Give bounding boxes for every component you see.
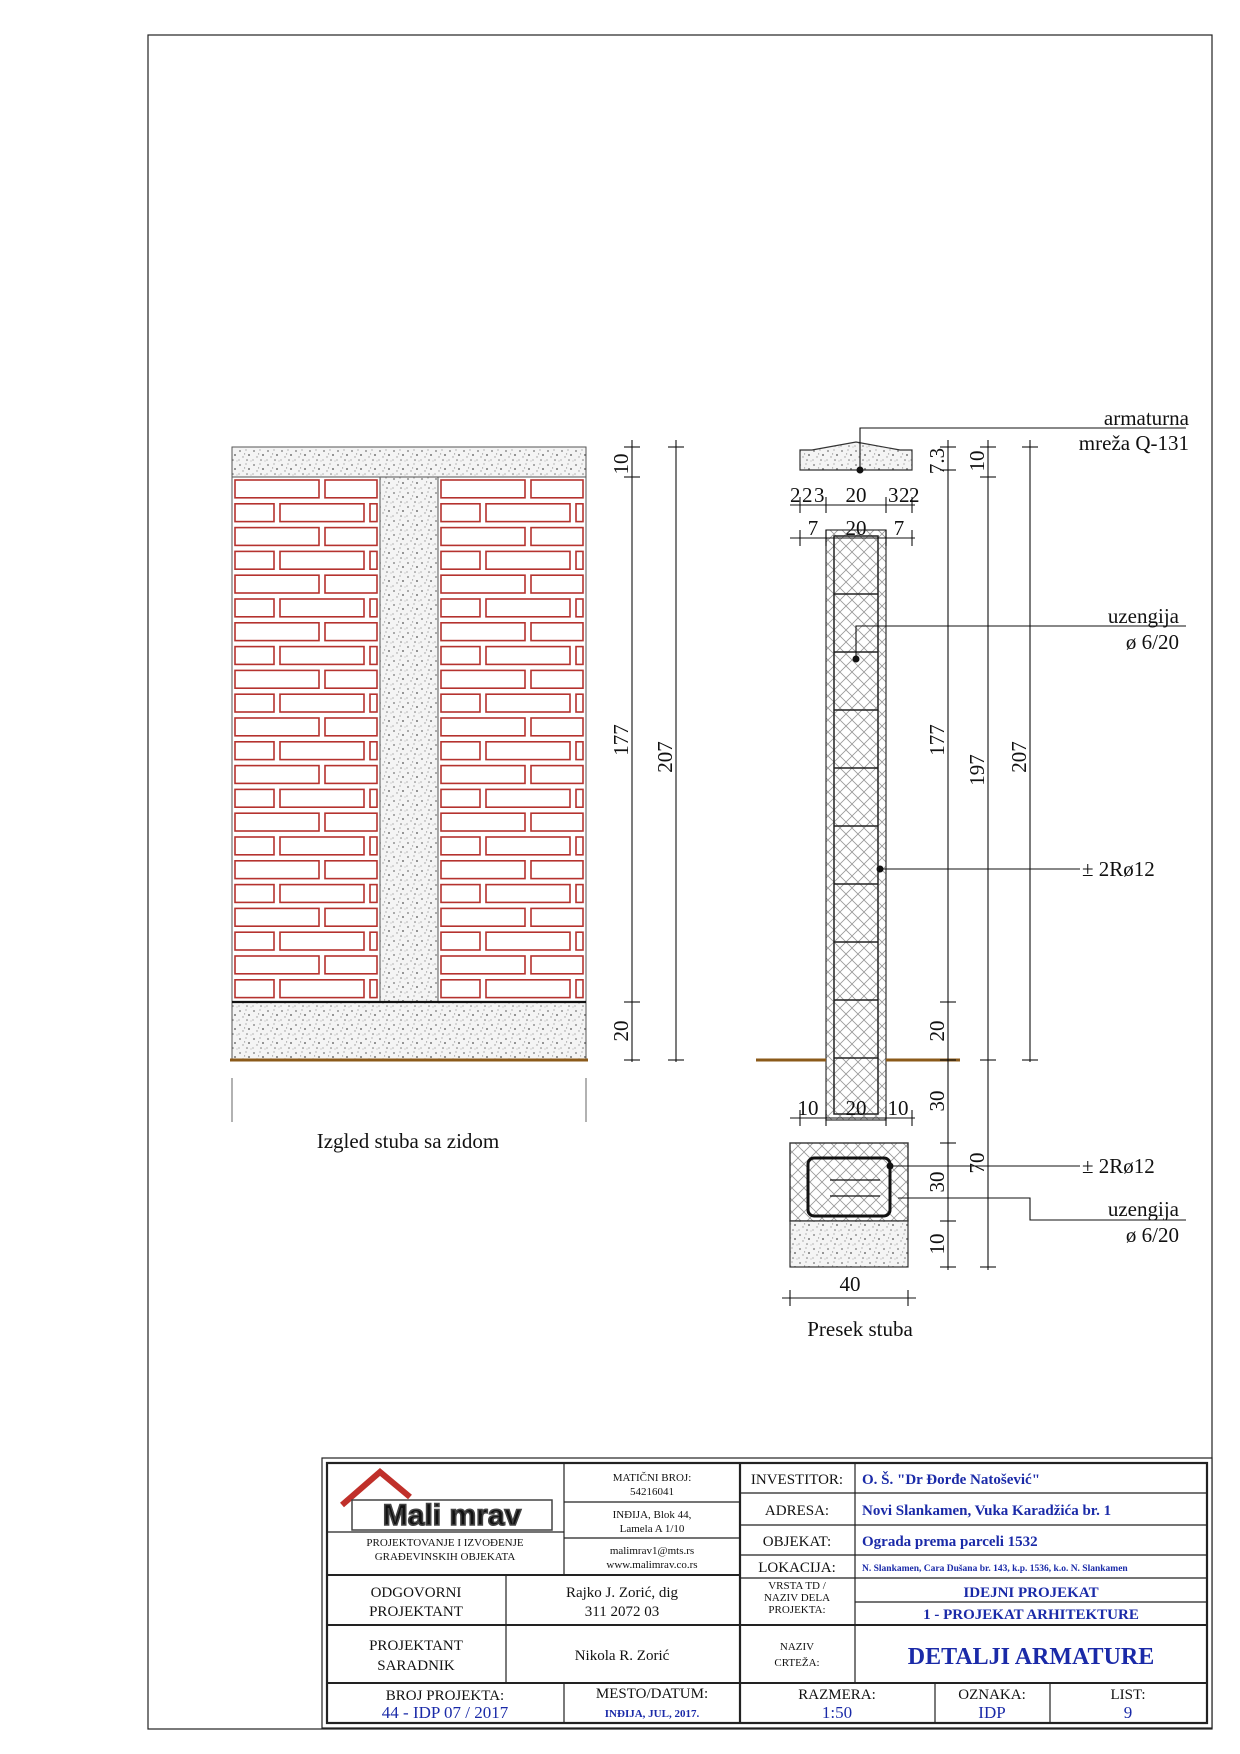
annotation: uzengija xyxy=(1107,1197,1179,1221)
blinding-layer xyxy=(790,1221,908,1267)
dim-label: 10 xyxy=(965,450,989,472)
broj-label: BROJ PROJEKTA: xyxy=(385,1688,505,1704)
dim-label: 20 xyxy=(845,1096,867,1120)
dim-label: 10 xyxy=(609,453,633,475)
dim-label: 2 xyxy=(909,483,920,507)
dim-label: 10 xyxy=(797,1096,819,1120)
dim-label: 7.3 xyxy=(925,447,949,475)
mesto-label: MESTO/DATUM: xyxy=(595,1686,709,1702)
saradnik-name: Nikola R. Zorić xyxy=(574,1648,670,1664)
company-address: Lamela A 1/10 xyxy=(619,1523,685,1535)
leader-dot xyxy=(877,866,884,873)
concrete-pillar xyxy=(380,477,438,1002)
oznaka-label: OZNAKA: xyxy=(958,1687,1026,1703)
odgovorni-license: 311 2072 03 xyxy=(584,1604,660,1620)
dim-label: 30 xyxy=(925,1090,949,1112)
annotation: ± 2Rø12 xyxy=(1082,1154,1155,1178)
dim-label: 20 xyxy=(925,1020,949,1042)
annotation: ø 6/20 xyxy=(1125,1223,1179,1247)
naziv-value: DETALJI ARMATURE xyxy=(907,1644,1155,1670)
cap-beam xyxy=(232,447,586,477)
company-address: INĐIJA, Blok 44, xyxy=(612,1509,692,1521)
dim-label: 207 xyxy=(653,741,677,773)
dim-label: 30 xyxy=(925,1171,949,1193)
vrsta-label: NAZIV DELA xyxy=(763,1592,831,1604)
elevation-view xyxy=(230,440,684,1153)
dim-label: 7 xyxy=(807,516,819,540)
mesto-value: INĐIJA, JUL, 2017. xyxy=(604,1708,700,1720)
cap-section xyxy=(800,442,912,470)
investitor-value: O. Š. "Dr Đorđe Natošević" xyxy=(862,1472,1041,1488)
adresa-label: ADRESA: xyxy=(764,1503,830,1519)
naziv-label: CRTEŽA: xyxy=(774,1657,820,1669)
investitor-label: INVESTITOR: xyxy=(750,1472,844,1488)
saradnik-label: PROJEKTANT xyxy=(369,1638,463,1654)
leader-dot xyxy=(857,467,864,474)
dim-label: 3 xyxy=(888,483,899,507)
title-block xyxy=(322,1458,1212,1728)
company-name: GRAĐEVINSKIH OBJEKATA xyxy=(374,1551,516,1563)
leader-dot xyxy=(853,656,860,663)
company-web: www.malimrav.co.rs xyxy=(606,1559,698,1571)
registration-number: 54216041 xyxy=(630,1486,674,1498)
brick-wall-right xyxy=(438,477,586,1002)
razmera-label: RAZMERA: xyxy=(798,1687,876,1703)
leader-dot xyxy=(887,1163,894,1170)
annotation: uzengija xyxy=(1107,604,1179,628)
dim-label: 2 xyxy=(802,483,813,507)
dim-label: 20 xyxy=(845,516,867,540)
vrsta-value: IDEJNI PROJEKAT xyxy=(963,1585,1099,1601)
saradnik-label: SARADNIK xyxy=(377,1658,455,1674)
section-view xyxy=(756,406,1190,1341)
dim-label: 40 xyxy=(839,1272,861,1296)
vrsta-label: VRSTA TD / xyxy=(768,1580,826,1592)
annotation: ± 2Rø12 xyxy=(1082,857,1155,881)
dim-label: 70 xyxy=(965,1152,989,1174)
dimension-chain xyxy=(940,440,1038,1270)
annotation: ø 6/20 xyxy=(1125,630,1179,654)
registration-label: MATIČNI BROJ: xyxy=(612,1472,692,1484)
dim-label: 197 xyxy=(965,754,989,786)
view-caption: Presek stuba xyxy=(807,1317,913,1341)
dim-label: 7 xyxy=(893,516,905,540)
adresa-value: Novi Slankamen, Vuka Karadžića br. 1 xyxy=(862,1503,1112,1519)
objekat-label: OBJEKAT: xyxy=(762,1534,832,1550)
wall-foundation xyxy=(232,1002,586,1060)
view-caption: Izgled stuba sa zidom xyxy=(316,1129,500,1153)
company-name: PROJEKTOVANJE I IZVOĐENJE xyxy=(366,1537,524,1549)
dim-label: 3 xyxy=(814,483,825,507)
dim-label: 10 xyxy=(925,1233,949,1255)
dim-label: 177 xyxy=(925,724,949,756)
odgovorni-label: ODGOVORNI xyxy=(370,1585,462,1601)
odgovorni-name: Rajko J. Zorić, dig xyxy=(565,1585,679,1601)
dim-label: 20 xyxy=(609,1020,633,1042)
broj-value: 44 - IDP 07 / 2017 xyxy=(381,1703,509,1722)
column-section xyxy=(826,530,886,1120)
razmera-value: 1:50 xyxy=(821,1703,853,1722)
list-value: 9 xyxy=(1123,1703,1133,1722)
lokacija-value: N. Slankamen, Cara Dušana br. 143, k.p. 1536, k.o. N. Slankamen xyxy=(862,1564,1128,1574)
dim-label: 20 xyxy=(845,483,867,507)
objekat-value: Ograda prema parceli 1532 xyxy=(862,1534,1038,1550)
dim-label: 2 xyxy=(790,483,801,507)
dim-label: 2 xyxy=(899,483,910,507)
brick-wall-left xyxy=(232,477,380,1002)
list-label: LIST: xyxy=(1110,1687,1146,1703)
oznaka-value: IDP xyxy=(978,1703,1006,1722)
company-email: malimrav1@mts.rs xyxy=(609,1545,695,1557)
lokacija-label: LOKACIJA: xyxy=(758,1560,836,1576)
annotation: mreža Q-131 xyxy=(1078,431,1189,455)
deo-value: 1 - PROJEKAT ARHITEKTURE xyxy=(923,1607,1139,1623)
vrsta-label: PROJEKTA: xyxy=(768,1604,826,1616)
annotation: armaturna xyxy=(1103,406,1189,430)
dim-label: 207 xyxy=(1007,741,1031,773)
svg-text:Mali mrav: Mali mrav xyxy=(382,1499,522,1532)
odgovorni-label: PROJEKTANT xyxy=(369,1604,463,1620)
dim-label: 10 xyxy=(887,1096,909,1120)
dim-label: 177 xyxy=(609,724,633,756)
naziv-label: NAZIV xyxy=(779,1641,815,1653)
